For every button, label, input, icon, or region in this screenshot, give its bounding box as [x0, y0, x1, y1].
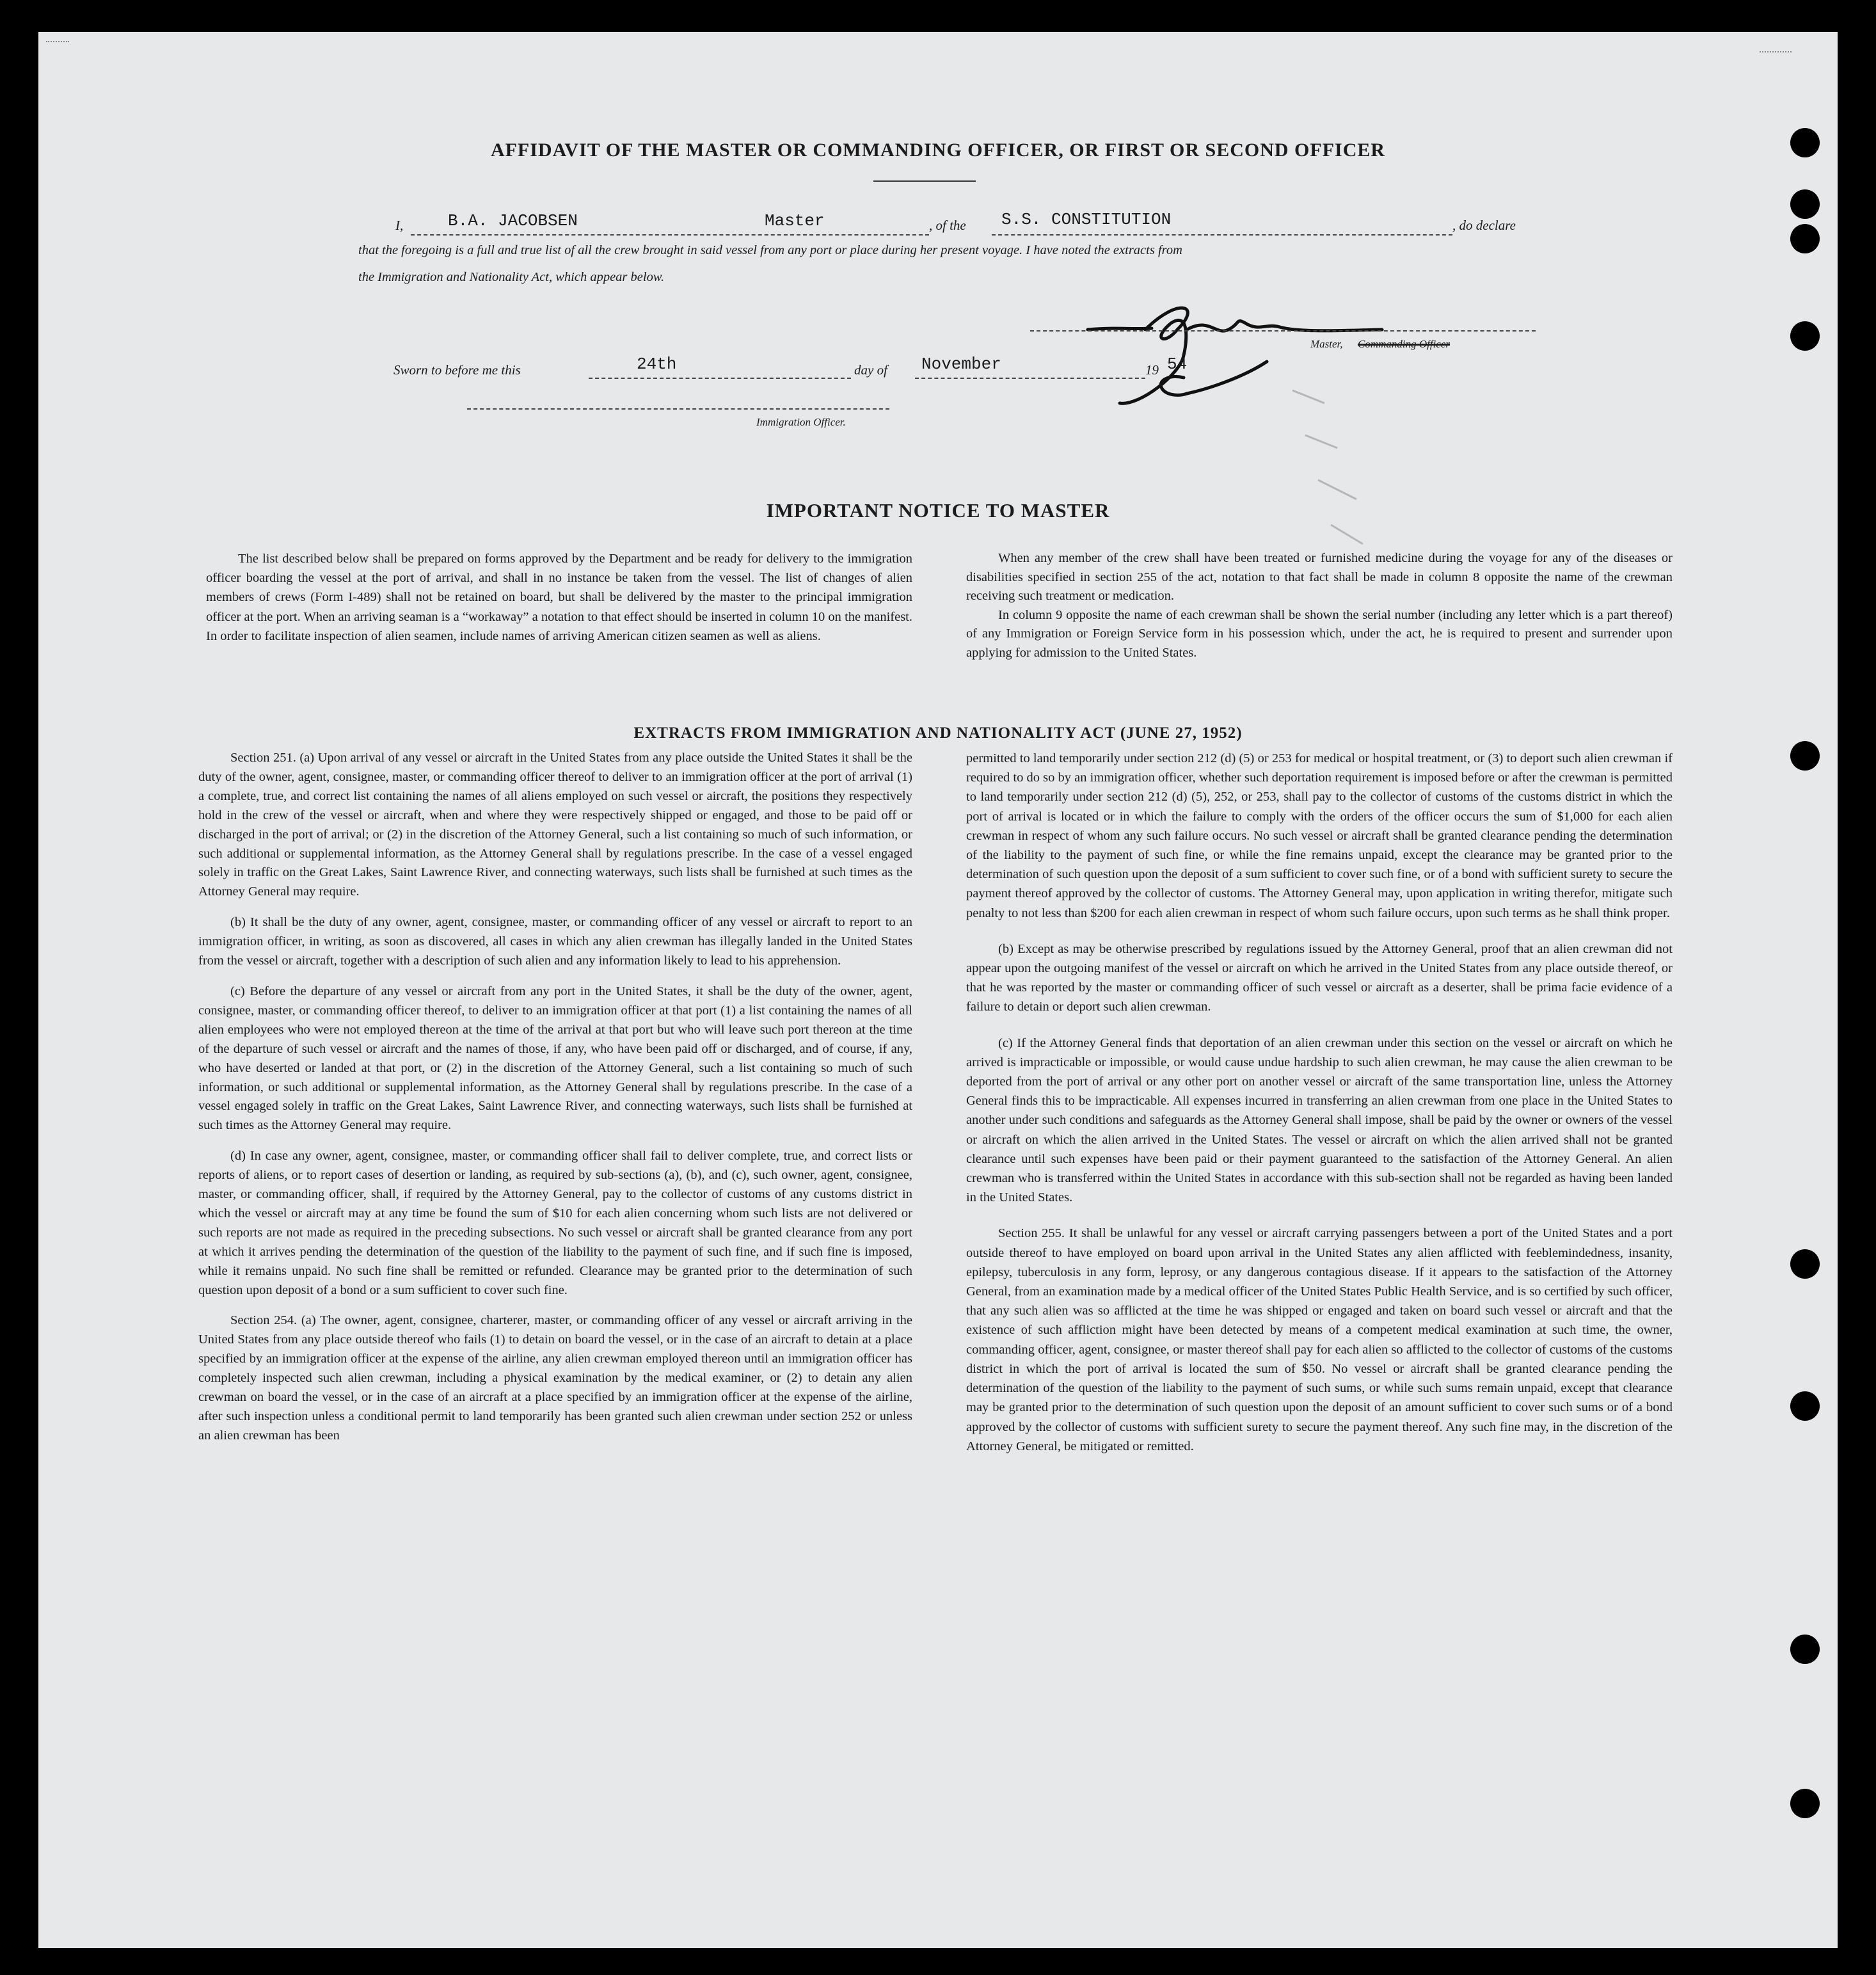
- notice-left-column: [206, 549, 912, 646]
- punch-hole: [1790, 1249, 1820, 1279]
- affidavit-line-3: the Immigration and Nationality Act, which appear below.: [358, 270, 665, 284]
- officer-caption: Immigration Officer.: [756, 416, 846, 428]
- punch-hole: [1790, 128, 1820, 157]
- scan-speck: [1760, 51, 1792, 55]
- affidavit-title: AFFIDAVIT OF THE MASTER OR COMMANDING OFFICER, OR FIRST OR SECOND OFFICER: [490, 140, 1386, 161]
- punch-hole: [1790, 1789, 1820, 1818]
- punch-hole: [1790, 189, 1820, 219]
- section-254-c: (c) If the Attorney General finds that deportation of an alien crewman under this section on the vessel or aircraft on which he arrived is impracticable or impossible, or would cause undue hardship to such alien crewman, he may cause the alien crewman to be deported from the port of arrival or any other port on another vessel or aircraft of the same transportation line, unless the Attorney General finds this to be impracticable. All expenses incurred in transferring an alien crewman from one place in the United States to another under such conditions and safeguards as the Attorney General shall impose, shall be paid by the owner or owners of the vessel or aircraft on which the alien arrived in the United States. The vessel or aircraft on which the alien arrived shall not be granted clearance until such expenses have been paid or their payment guaranteed to the satisfaction of the Attorney General. An alien crewman who is transferred within the United States in accordance with this sub-section shall not be regarded as having been landed in the United States.: [966, 1035, 1673, 1205]
- officer-line: [467, 408, 889, 410]
- section-254-b: (b) Except as may be otherwise prescribed by regulations issued by the Attorney General, proof that an alien crewman did not appear upon the outgoing manifest of the vessel or aircraft on which he arrived in the United States from any place outside thereof, or that he was reported by the master or commanding officer of such vessel or aircraft as a deserter, shall be prima facie evidence of a failure to detain or deport such alien crewman.: [966, 941, 1673, 1014]
- punch-hole: [1790, 224, 1820, 253]
- punch-hole: [1790, 1391, 1820, 1421]
- title-rule: [873, 180, 976, 182]
- extracts-title: EXTRACTS FROM IMMIGRATION AND NATIONALITY ACT (JUNE 27, 1952): [633, 724, 1243, 742]
- of-the-label: , of the: [929, 218, 966, 233]
- sworn-day-line: [589, 378, 851, 379]
- year-prefix: 19: [1145, 362, 1159, 378]
- section-251-d: (d) In case any owner, agent, consignee, master, or commanding officer shall fail to deliver complete, true, and correct lists or reports of aliens, or to report cases of desertion or landing, as required by sub-sections (a), (b), and (c), such owner, agent, consignee, master, or commanding officer, shall, if required by the Attorney General, pay to the collector of customs of any customs district in which the vessel or aircraft may at any time be found the sum of $10 for each alien concerning whom such lists are not delivered or such reports are not made as required in the preceding subsections. No such vessel or aircraft shall be granted clearance from any port at which it arrives pending the determination of the question of the liability to the payment of such fine, and if such fine is imposed, while it remains unpaid. No such fine shall be remitted or refunded. Clearance may be granted prior to the determination of such question upon deposit of a bond or a sum sufficient to cover such fine.: [198, 1149, 912, 1297]
- scan-marks: [1267, 378, 1523, 582]
- section-251-b: (b) It shall be the duty of any owner, agent, consignee, master, or commanding officer of any vessel or aircraft to report to an immigration officer, in writing, as soon as discovered, all cases in which any alien crewman has illegally landed in the United States from the vessel or aircraft, together with a description of such alien and any information likely to lead to his apprehension.: [198, 915, 912, 968]
- day-of-label: day of: [854, 362, 887, 378]
- signature-caption-master: Master,: [1310, 338, 1343, 350]
- notice-title: IMPORTANT NOTICE TO MASTER: [766, 499, 1110, 522]
- i-label: I,: [395, 218, 404, 233]
- extracts-left-column: [198, 749, 912, 1446]
- section-254-a: Section 254. (a) The owner, agent, consignee, charterer, master, or commanding officer of any vessel or aircraft arriving in the United States from any place outside thereof who fails (1) to detain on board the vessel, or in the case of an aircraft to detain at a place specified by an immigration officer at the expense of the airline, any alien crewman employed thereon until an immigration officer has completely inspected such alien crewman, including a physical examination by the medical examiner, or (2) to detain any alien crewman on board the vessel, or in the case of an aircraft at a place specified by an immigration officer at the expense of the airline, after such inspection unless a conditional permit to land temporarily has been granted such alien crewman under section 252 or unless an alien crewman has been: [198, 1313, 912, 1443]
- rank: Master: [765, 211, 825, 230]
- signature-line: [1030, 330, 1536, 332]
- sworn-label: Sworn to before me this: [393, 362, 521, 378]
- punch-hole: [1790, 1635, 1820, 1664]
- punch-hole: [1790, 741, 1820, 771]
- vessel-line: [992, 234, 1452, 236]
- notice-right-paragraph-1: When any member of the crew shall have been treated or furnished medicine during the voyage for any of the diseases or disabilities specified in section 255 of the act, notation to that fact shall be made in column 8 opposite the name of the crewman receiving such treatment or medication.: [966, 551, 1673, 603]
- document-page: [38, 32, 1838, 1948]
- scan-speck: [46, 41, 69, 45]
- notice-left-paragraph: The list described below shall be prepared on forms approved by the Department and be ready for delivery to the immigration officer boarding the vessel at the port of arrival, and shall in no instance be taken from the vessel. The list of changes of alien members of crews (Form I-489) shall not be retained on board, but shall be delivered by the master to the principal immigration officer at the port. When an arriving seaman is a “workaway” a notation to that effect should be inserted in column 10 on the manifest. In order to facilitate inspection of alien seamen, include names of arriving American citizen seamen as well as aliens.: [206, 552, 912, 643]
- section-255: Section 255. It shall be unlawful for any vessel or aircraft carrying passengers between a port of the United States and a port outside thereof to have employed on board upon arrival in the United States any alien afflicted with feeblemindedness, insanity, epilepsy, tuberculosis in any form, leprosy, or any dangerous contagious disease. If it appears to the satisfaction of the Attorney General, from an examination made by a medical officer of the United States Public Health Service, and is so certified by such officer, that any such alien was so afflicted at the time he was shipped or engaged and taken on board such vessel or aircraft and that the existence of such affliction might have been detected by means of a competent medical examination at such time, the owner, commanding officer, agent, consignee, or master thereof shall pay for each alien so afflicted to the collector of customs of the customs district in which the port of arrival is located the sum of $50. No vessel or aircraft shall be granted clearance pending the determination of the question of the liability to the payment of such sums, or while such sums remain unpaid, except that clearance may be granted prior to the determination of such question upon the deposit of an amount sufficient to cover such sums or of a bond approved by the collector of customs with sufficient surety to secure the payment thereof. Any such fine may, in the discretion of the Attorney General, be mitigated or remitted.: [966, 1226, 1673, 1453]
- section-251-a: Section 251. (a) Upon arrival of any vessel or aircraft in the United States from any place outside the United States it shall be the duty of the owner, agent, consignee, master, or commanding officer thereof to deliver to an immigration officer at the port of arrival (1) a complete, true, and correct list containing the names of all aliens employed on such vessel or aircraft, the positions they respectively hold in the crew of the vessel or aircraft, when and where they were respectively shipped or engaged, and those to be paid off or discharged in the port of arrival; or (2) in the discretion of the Attorney General, such a list containing so much of such information, or such additional or supplemental information, as the Attorney General shall by regulations prescribe. In the case of a vessel engaged solely in traffic on the Great Lakes, Saint Lawrence River, and connecting waterways, such lists shall be furnished at such times as the Attorney General may require.: [198, 751, 912, 899]
- section-254-a-continued: permitted to land temporarily under section 212 (d) (5) or 253 for medical or hospital treatment, or (3) to deport such alien crewman if required to do so by an immigration officer, whether such deportation requirement is imposed before or after the crewman is permitted to land temporarily under section 212 (d) (5), 252, or 253, shall pay to the collector of customs of the customs district in which the port of arrival is located or in which the failure to comply with the orders of the officer occurs the sum of $1,000 for each alien crewman in respect of whom any such failure occurs. No such vessel or aircraft shall be granted clearance pending the determination of the liability to the payment of such fine, or while the fine remains unpaid, except the clearance may be granted prior to the determination of such question upon the deposit of a sum sufficient to cover such fine, or of a bond with sufficient surety to secure the payment thereof approved by the collector of customs. The Attorney General may, upon application in writing therefor, mitigate such penalty to not less than $200 for each alien crewman in respect of whom such failure occurs, upon such terms as he shall think proper.: [966, 751, 1673, 920]
- sworn-day: 24th: [637, 355, 677, 374]
- punch-hole: [1790, 321, 1820, 351]
- sworn-year: 54: [1167, 355, 1188, 374]
- name-line: [411, 234, 929, 236]
- sworn-month: November: [921, 355, 1001, 374]
- sworn-month-line: [915, 378, 1145, 379]
- notice-right-paragraph-2: In column 9 opposite the name of each crewman shall be shown the serial number (including any letter which is a part thereof) of any Immigration or Foreign Service form in his possession which, under the act, he is required to present and surrender upon applying for admission to the United States.: [966, 607, 1673, 660]
- affidavit-line-2: that the foregoing is a full and true list of all the crew brought in said vessel from any port or place during her present voyage. I have noted the extracts from: [358, 243, 1182, 257]
- section-251-c: (c) Before the departure of any vessel or aircraft from any port in the United States, it shall be the duty of the owner, agent, consignee, master, or commanding officer thereof, to deliver to an immigration officer at that port (1) a list containing the names of all alien employees who were not employed thereon at the time of the arrival at that port but who will leave such port thereon at the time of the departure of such vessel or aircraft and the names of those, if any, who have been paid off or discharged, and of course, if any, who have deserted or landed at that port, or (2) in the discretion of the Attorney General, such a list containing so much of such information, or such additional or supplemental information, as the Attorney General shall by regulations prescribe. In the case of a vessel engaged solely in traffic on the Great Lakes, Saint Lawrence River, and connecting waterways, such lists shall be furnished at such times as the Attorney General may require.: [198, 984, 912, 1133]
- extracts-right-column: [966, 749, 1673, 1456]
- vessel-name: S.S. CONSTITUTION: [1001, 210, 1172, 229]
- master-name: B.A. JACOBSEN: [448, 211, 578, 230]
- signature-caption-struck: Commanding Officer: [1358, 338, 1451, 350]
- do-declare-label: , do declare: [1452, 218, 1516, 233]
